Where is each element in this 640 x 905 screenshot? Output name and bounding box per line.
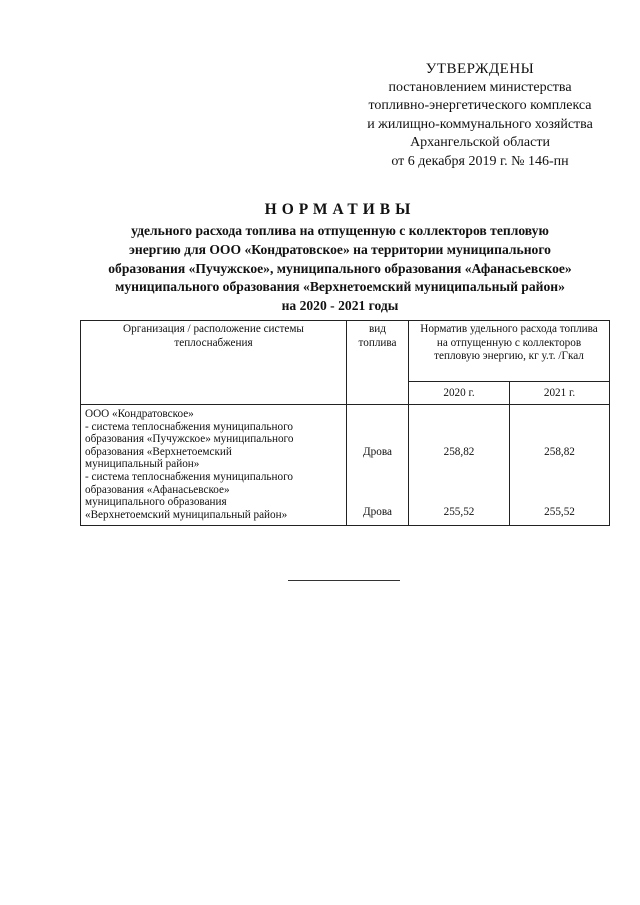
approval-line: от 6 декабря 2019 г. № 146-пн bbox=[391, 153, 569, 169]
title-line: удельного расхода топлива на отпущенную с коллекторов тепловую bbox=[131, 223, 549, 238]
fuel-value: Дрова bbox=[363, 446, 392, 458]
organization-line: ООО «Кондратовское» bbox=[85, 408, 194, 420]
norm-value: 255,52 bbox=[443, 506, 475, 518]
organization-line: - система теплоснабжения муниципального bbox=[85, 420, 293, 433]
approval-line: топливно-энергетического комплекса bbox=[368, 98, 592, 114]
fuel-cell bbox=[347, 405, 409, 526]
title-line: образования «Пучужское», муниципального образования «Афанасьевское» bbox=[108, 260, 572, 276]
title-subtitle bbox=[70, 222, 610, 316]
approval-heading: УТВЕРЖДЕНЫ bbox=[425, 61, 535, 77]
title-line: на 2020 - 2021 годы bbox=[281, 298, 399, 314]
norm-value: 258,82 bbox=[443, 446, 475, 458]
header-year-2021: 2021 г. bbox=[510, 382, 610, 405]
table-header-row bbox=[81, 321, 610, 382]
fuel-value: Дрова bbox=[363, 506, 392, 518]
approval-block bbox=[330, 60, 630, 172]
header-organization: Организация / расположение системы теплоснабжения bbox=[81, 321, 347, 405]
norm-2021-cell bbox=[510, 405, 610, 526]
header-fuel-type: вид топлива bbox=[347, 321, 409, 405]
organization-line: - система теплоснабжения муниципального bbox=[85, 470, 293, 483]
approval-line: и жилищно-коммунального хозяйства bbox=[367, 116, 593, 132]
approval-line: постановлением министерства bbox=[388, 79, 572, 95]
title-line: муниципального образования «Верхнетоемский муниципальный район» bbox=[115, 279, 565, 295]
norm-value: 255,52 bbox=[544, 506, 575, 518]
document-title bbox=[70, 200, 610, 316]
organization-line: образования «Пучужское» муниципального bbox=[85, 433, 294, 446]
title-line: энергию для ООО «Кондратовское» на территории муниципального bbox=[129, 241, 551, 257]
organization-line: муниципального образования bbox=[85, 496, 227, 509]
organization-line: «Верхнетоемский муниципальный район» bbox=[85, 508, 288, 521]
organization-cell bbox=[81, 405, 347, 526]
approval-line: Архангельской области bbox=[410, 135, 550, 151]
title-heading: НОРМАТИВЫ bbox=[264, 201, 416, 218]
end-divider bbox=[288, 580, 400, 581]
norm-2020-cell bbox=[409, 405, 510, 526]
table-row bbox=[81, 405, 610, 526]
header-norm: Норматив удельного расхода топлива на отпущенную с коллекторов тепловую энергию, кг у.т. /Гкал bbox=[409, 321, 610, 382]
norm-value: 258,82 bbox=[544, 446, 575, 458]
organization-line: муниципальный район» bbox=[85, 458, 200, 471]
organization-line: образования «Афанасьевское» bbox=[85, 483, 230, 496]
norms-table bbox=[80, 320, 610, 526]
header-year-2020: 2020 г. bbox=[409, 382, 510, 405]
organization-line: образования «Верхнетоемский bbox=[85, 445, 232, 458]
